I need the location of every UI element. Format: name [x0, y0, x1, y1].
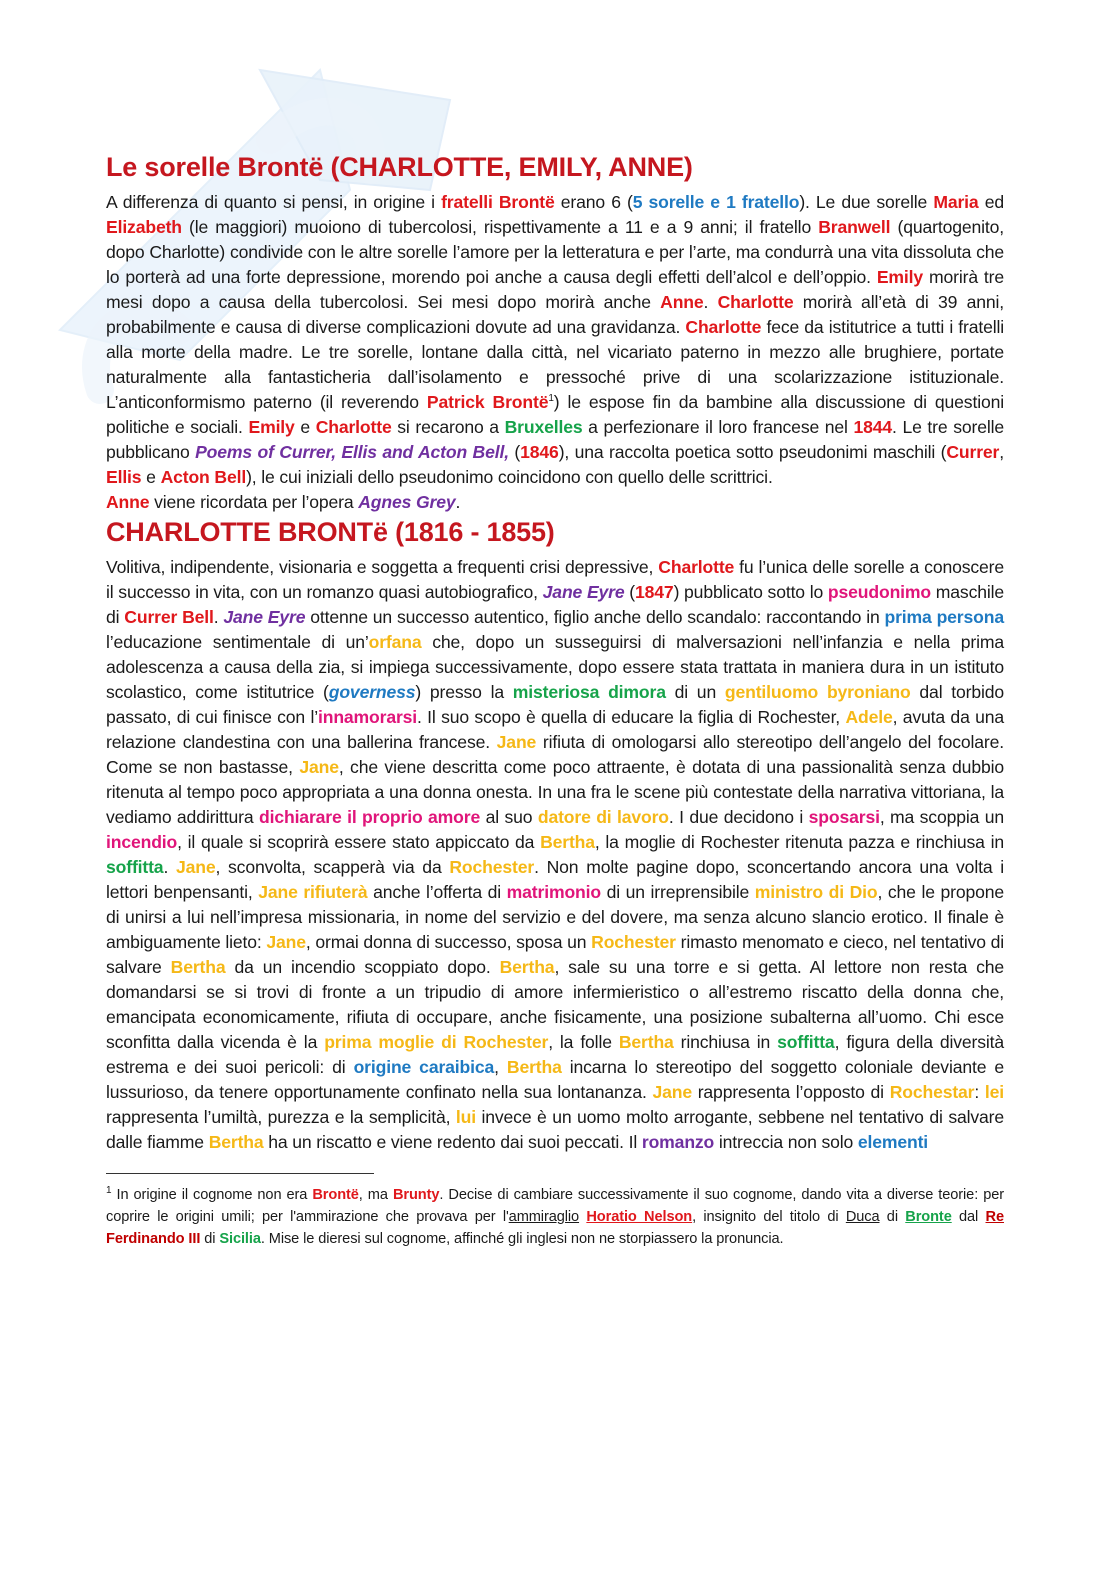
text: intreccia non solo [714, 1132, 858, 1152]
text: invece è un uomo molto arrogante, sebbene nel tentativo di salvare dalle fiamme [106, 1107, 1004, 1152]
highlight: fratelli Brontë [441, 192, 555, 212]
text: rappresenta l’opposto di [691, 1082, 890, 1102]
highlight: incendio [106, 832, 178, 852]
link-duca[interactable]: Duca [845, 1209, 880, 1225]
highlight: Ferdinando III [106, 1231, 201, 1247]
highlight: Bertha [618, 1032, 674, 1052]
text: , sale su una torre e si getta. Al lettore non resta che domandarsi se si trovi di fronte a un tripudio di amore infermieristico o all’estremo riscatto della donna che, emancipata economicamente, rifiuta di occupare, anche fisicamente, una posizione subalterna all’uomo. Chi esce sconfitta dalla vicenda è la [106, 957, 1004, 1052]
paragraph-anne [106, 490, 1004, 515]
highlight: Patrick Brontë [426, 392, 549, 412]
highlight: soffitta [106, 857, 164, 877]
highlight: Rochester [449, 857, 535, 877]
text: A differenza di quanto si pensi, in origine i [106, 192, 442, 212]
text: ( [624, 582, 636, 602]
highlight: Bertha [506, 1057, 562, 1077]
highlight: misteriosa dimora [512, 682, 666, 702]
text: ha un riscatto e viene redento dai suoi peccati. Il [263, 1132, 642, 1152]
highlight: Agnes Grey [358, 492, 456, 512]
highlight: pseudonimo [827, 582, 931, 602]
link-bronte[interactable]: Bronte [905, 1209, 952, 1225]
text: dal [951, 1209, 986, 1225]
highlight: Jane [266, 932, 306, 952]
highlight: gentiluomo byroniano [724, 682, 911, 702]
text: , sconvolta, scapperà via da [215, 857, 450, 877]
text: ottenne un successo autentico, figlio anche dello scandalo: raccontando in [305, 607, 885, 627]
text: ). Le due sorelle [799, 192, 934, 212]
text: viene ricordata per l’opera [149, 492, 359, 512]
highlight: Jane [175, 857, 216, 877]
text: , la folle [548, 1032, 619, 1052]
text: e [294, 417, 316, 437]
text: . Mise le dieresi sul cognome, affinché gli inglesi non ne storpiassero la pronuncia. [260, 1231, 784, 1247]
text: . Decise di cambiare successivamente il suo cognome, dando vita a diverse teorie: per coprire le origini umili; per l'ammirazione che provava per l' [106, 1187, 1004, 1225]
text: . Non molte pagine dopo, sconcertando ancora una volta i lettori benpensanti, [106, 857, 1004, 902]
highlight: datore di lavoro [537, 807, 669, 827]
text: a perfezionare il loro francese nel [582, 417, 854, 437]
text: di un irreprensibile [600, 882, 755, 902]
highlight: lei [984, 1082, 1005, 1102]
text: ed [978, 192, 1004, 212]
text: Volitiva, indipendente, visionaria e soggetta a frequenti crisi depressive, [106, 557, 659, 577]
text: , che viene descritta come poco attraente, è dotata di una passionalità senza dubbio ritenuta al tempo poco appropriata a una donna onesta. In una fra le scene più contestate della narrativa vittoriana, la vediamo addirittura [106, 757, 1004, 827]
highlight: 1846 [520, 442, 559, 462]
text: , ma scoppia un [879, 807, 1004, 827]
highlight: Acton Bell [160, 467, 247, 487]
highlight: Sicilia [219, 1231, 261, 1247]
highlight: soffitta [777, 1032, 835, 1052]
text: . [213, 607, 224, 627]
link-horatio-nelson[interactable]: Horatio Nelson [586, 1209, 693, 1225]
highlight: Currer Bell [124, 607, 214, 627]
highlight: Bertha [540, 832, 595, 852]
highlight: governess [328, 682, 416, 702]
highlight: Adele [845, 707, 893, 727]
highlight: Maria [933, 192, 979, 212]
highlight: orfana [368, 632, 422, 652]
text: , avuta da una relazione clandestina con una ballerina francese. [106, 707, 1004, 752]
text: morirà all’età di 39 anni, probabilmente e causa di diverse complicazioni dovute ad una gravidanza. [106, 292, 1004, 337]
text: , [999, 442, 1005, 462]
highlight: Charlotte [315, 417, 392, 437]
highlight: Bertha [170, 957, 226, 977]
link-re[interactable]: Re [985, 1209, 1004, 1225]
highlight: innamorarsi [317, 707, 418, 727]
highlight: Jane [652, 1082, 692, 1102]
text: di un [665, 682, 725, 702]
text: anche l’offerta di [367, 882, 507, 902]
text: . [455, 492, 461, 512]
highlight: Charlotte [685, 317, 762, 337]
text: ) pubblicato sotto lo [673, 582, 828, 602]
highlight: Charlotte [658, 557, 735, 577]
highlight: Elizabeth [106, 217, 182, 237]
text: . [163, 857, 176, 877]
footnote-ref[interactable]: 1 [548, 393, 554, 405]
highlight: Bertha [499, 957, 555, 977]
highlight: Jane rifiuterà [258, 882, 368, 902]
text: e [141, 467, 161, 487]
text: ( [508, 442, 521, 462]
highlight: Brunty [392, 1187, 440, 1203]
highlight: lui [455, 1107, 476, 1127]
highlight: ministro di Dio [754, 882, 878, 902]
footnote [106, 1184, 1004, 1250]
text: morirà tre mesi dopo a causa della tubercolosi. Sei mesi dopo morirà anche [106, 267, 1004, 312]
text: incarna lo stereotipo del soggetto coloniale deviante e lussurioso, da tenere opportunamente confinato nella sua lontananza. [106, 1057, 1004, 1102]
highlight: Jane Eyre [542, 582, 625, 602]
text: l’educazione sentimentale di un’ [106, 632, 369, 652]
text: ) presso la [415, 682, 513, 702]
text: , che le propone di unirsi a lui nell’impresa missionaria, in nome del servizio e del dovere, ma senza alcuno slancio erotico. Il finale è ambiguamente lieto: [106, 882, 1004, 952]
document-page [106, 150, 1004, 1250]
highlight: Branwell [818, 217, 891, 237]
text: di [879, 1209, 906, 1225]
highlight: 1844 [853, 417, 893, 437]
highlight: Rochestar [889, 1082, 975, 1102]
highlight: Rochester [591, 932, 676, 952]
highlight: romanzo [641, 1132, 715, 1152]
text: , figura della diversità estrema e dei suoi pericoli: di [106, 1032, 1005, 1077]
highlight: Bertha [208, 1132, 264, 1152]
text: In origine il cognome non era [111, 1187, 313, 1203]
paragraph-charlotte [106, 555, 1004, 1155]
text: : [974, 1082, 985, 1102]
text: ), una raccolta poetica sotto pseudonimi maschili ( [558, 442, 947, 462]
text: ), le cui iniziali dello pseudonimo coincidono con quello delle scrittrici. [246, 467, 773, 487]
highlight: dichiarare il proprio amore [259, 807, 481, 827]
text: erano 6 ( [554, 192, 633, 212]
text: di [200, 1231, 220, 1247]
text: , insignito del titolo di [692, 1209, 846, 1225]
text: rinchiusa in [673, 1032, 778, 1052]
highlight: Poems of Currer, Ellis and Acton Bell, [195, 442, 509, 462]
highlight: Ellis [106, 467, 142, 487]
text: (quartogenito, dopo Charlotte) condivide con le altre sorelle l’amore per la letteratura e per l’arte, ma condurrà una vita dissoluta che lo porterà ad una forte depressione, morendo poi anche a causa degli effetti dell’alcol e dell’oppio. [106, 217, 1004, 287]
text: fece da istitutrice a tutti i fratelli alla morte della madre. Le tre sorelle, lontane dalla città, nel vicariato paterno in mezzo alle brughiere, portate naturalmente alla fantasticheria dall’isolamento e pressoché prive di una scolarizzazione istituzionale. L’anticonformismo paterno (il reverendo [106, 317, 1004, 412]
text: . I due decidono i [668, 807, 809, 827]
text: . Il suo scopo è quella di educare la figlia di Rochester, [417, 707, 846, 727]
text: , il quale si scoprirà essere stato appiccato da [177, 832, 541, 852]
text: si recarono a [391, 417, 505, 437]
highlight: Emily [248, 417, 295, 437]
text: . [703, 292, 718, 312]
text: da un incendio scoppiato dopo. [225, 957, 500, 977]
section-title-charlotte: CHARLOTTE BRONTë (1816 - 1855) [106, 517, 555, 547]
highlight: Charlotte [717, 292, 794, 312]
text: . Le tre sorelle pubblicano [106, 417, 1004, 462]
highlight: Brontë [312, 1187, 359, 1203]
highlight: Currer [946, 442, 1000, 462]
highlight: Jane [299, 757, 339, 777]
text: maschile di [106, 582, 1005, 627]
text: rappresenta l’umiltà, purezza e la semplicità, [106, 1107, 456, 1127]
highlight: prima persona [884, 607, 1004, 627]
text: , [494, 1057, 507, 1077]
text: al suo [480, 807, 538, 827]
paragraph-bronte-sisters [106, 190, 1004, 490]
highlight: matrimonio [506, 882, 601, 902]
link-ammiraglio[interactable]: ammiraglio [508, 1209, 580, 1225]
text: ) le espose fin da bambine alla discussione di questioni politiche e sociali. [106, 392, 1004, 437]
text: fu l’unica delle sorelle a conoscere il successo in vita, con un romanzo quasi autobiografico, [106, 557, 1004, 602]
highlight: prima moglie di Rochester [324, 1032, 549, 1052]
section-title-bronte-sisters: Le sorelle Brontë (CHARLOTTE, EMILY, ANNE) [106, 152, 693, 182]
text: , la moglie di Rochester ritenuta pazza e rinchiusa in [594, 832, 1004, 852]
text: rifiuta di omologarsi allo stereotipo dell’angelo del focolare. Come se non bastasse, [106, 732, 1004, 777]
highlight: Bruxelles [504, 417, 583, 437]
highlight: Anne [660, 292, 704, 312]
text: , ormai donna di successo, sposa un [305, 932, 592, 952]
text: rimasto menomato e cieco, nel tentativo di salvare [106, 932, 1005, 977]
highlight: 1847 [635, 582, 674, 602]
highlight: Jane [496, 732, 537, 752]
highlight: 5 sorelle e 1 fratello [632, 192, 800, 212]
text: che, dopo un susseguirsi di malversazioni nell’infanzia e nella prima adolescenza a causa della zia, si impiega successivamente, dopo essere stata trattata in maniera dura in un istituto scolastico, come istitutrice ( [106, 632, 1004, 702]
highlight: Jane Eyre [223, 607, 306, 627]
highlight: elementi [857, 1132, 929, 1152]
text: dal torbido passato, di cui finisce con l’ [106, 682, 1004, 727]
text: (le maggiori) muoiono di tubercolosi, rispettivamente a 11 e a 9 anni; il fratello [181, 217, 819, 237]
footnote-divider [106, 1173, 374, 1174]
highlight: sposarsi [808, 807, 880, 827]
footnote-number: 1 [106, 1185, 112, 1197]
highlight: origine caraibica [353, 1057, 495, 1077]
highlight: Emily [876, 267, 924, 287]
highlight: Anne [106, 492, 150, 512]
text: , ma [358, 1187, 393, 1203]
